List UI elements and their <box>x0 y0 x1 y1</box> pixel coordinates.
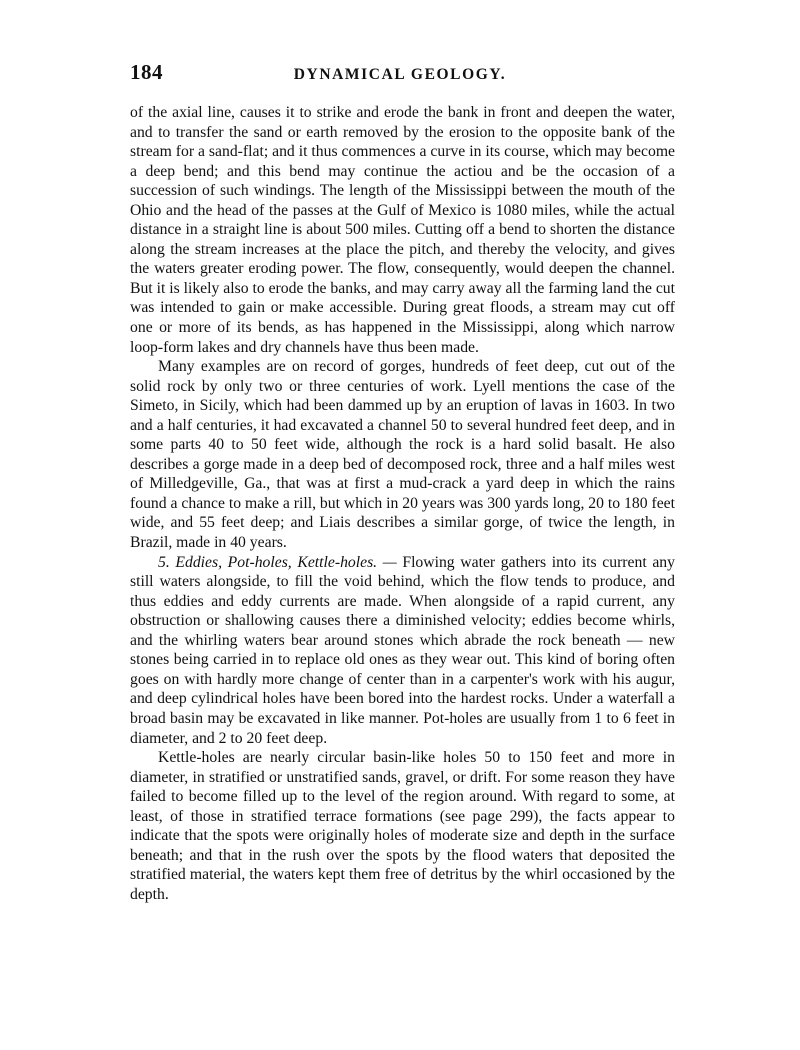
paragraph-continued: of the axial line, causes it to strike and erode the bank in front and deepen the water, and to transfer the sand or earth removed by the erosion to the opposite bank of the stream for a sand-flat; and it thus commences a curve in its course, which may become a deep bend; and this bend may continue the actiou and be the occasion of a succession of such windings. The length of the Mississippi between the mouth of the Ohio and the head of the passes at the Gulf of Mexico is 1080 miles, while the actual distance in a straight line is about 500 miles. Cutting off a bend to shorten the distance along the stream increases at the place the pitch, and thereby the velocity, and gives the waters greater eroding power. The flow, consequently, would deepen the channel. But it is likely also to erode the banks, and may carry away all the farming land the cut was intended to gain or make accessible. During great floods, a stream may cut off one or more of its bends, as has happened in the Mississippi, along which narrow loop-form lakes and dry channels have thus been made. <box>130 104 675 356</box>
body-text <box>130 103 675 904</box>
paragraph-eddies-text: Flowing water gathers into its current any still waters alongside, to fill the void behind, which the flow tends to produce, and thus eddies and eddy currents are made. When alongside of a rapid current, any obstruction or shallowing causes there a diminished velocity; eddies become whirls, and the whirling waters bear around stones which abrade the rock beneath — new stones being carried in to replace old ones as they wear out. This kind of boring often goes on with hardly more change of center than in a carpenter's work with his augur, and deep cylindrical holes have been bored into the hardest rocks. Under a waterfall a broad basin may be excavated in like manner. Pot-holes are usually from 1 to 6 feet in diameter, and 2 to 20 feet deep. <box>130 553 675 747</box>
running-title: DYNAMICAL GEOLOGY. <box>293 66 507 83</box>
paragraph-kettle-holes: Kettle-holes are nearly circular basin-like holes 50 to 150 feet and more in diameter, in stratified or unstratified sands, gravel, or drift. For some reason they have failed to become filled up to the level of the region around. With regard to some, at least, of those in stratified terrace formations (see page 299), the facts appear to indicate that the spots were originally holes of moderate size and depth in the surface beneath; and that in the rush over the spots by the flood waters that deposited the stratified material, the waters kept them free of detritus by the whirl occasioned by the depth. <box>130 749 675 903</box>
page-number: 184 <box>130 60 163 84</box>
paragraph-gorges: Many examples are on record of gorges, hundreds of feet deep, cut out of the solid rock by only two or three centuries of work. Lyell mentions the case of the Simeto, in Sicily, which had been dammed up by an eruption of lavas in 1603. In two and a half centuries, it had excavated a channel 50 to several hundred feet deep, and in some parts 40 to 50 feet wide, although the rock is a hard solid basalt. He also describes a gorge made in a deep bed of decomposed rock, three and a half miles west of Milledgeville, Ga., that was at first a mud-crack a yard deep in which the rains found a chance to make a rill, but which in 20 years was 300 yards long, 20 to 180 feet wide, and 55 feet deep; and Liais describes a similar gorge, of twice the length, in Brazil, made in 40 years. <box>130 358 675 552</box>
section-heading: 5. Eddies, Pot-holes, Kettle-holes. — <box>158 553 397 571</box>
paragraph-eddies <box>130 553 675 748</box>
